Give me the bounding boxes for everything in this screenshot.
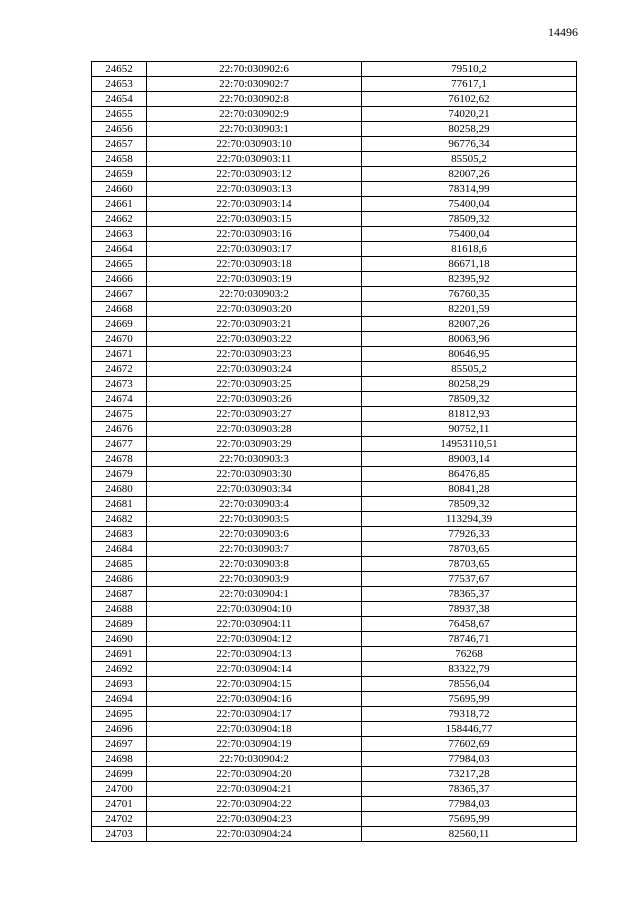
cadastral-number-cell: 22:70:030903:6 <box>147 527 362 542</box>
cadastral-number-cell: 22:70:030904:15 <box>147 677 362 692</box>
value-cell: 78509,32 <box>362 497 577 512</box>
value-cell: 77537,67 <box>362 572 577 587</box>
table-row <box>92 122 577 137</box>
table-row <box>92 317 577 332</box>
row-number-cell: 24654 <box>92 92 147 107</box>
table-row <box>92 512 577 527</box>
value-cell: 78937,38 <box>362 602 577 617</box>
value-cell: 81812,93 <box>362 407 577 422</box>
value-cell: 158446,77 <box>362 722 577 737</box>
row-number-cell: 24656 <box>92 122 147 137</box>
row-number-cell: 24655 <box>92 107 147 122</box>
table-row <box>92 707 577 722</box>
cadastral-number-cell: 22:70:030903:5 <box>147 512 362 527</box>
table-row <box>92 362 577 377</box>
cadastral-number-cell: 22:70:030903:4 <box>147 497 362 512</box>
row-number-cell: 24686 <box>92 572 147 587</box>
value-cell: 82560,11 <box>362 827 577 842</box>
value-cell: 78703,65 <box>362 542 577 557</box>
value-cell: 73217,28 <box>362 767 577 782</box>
row-number-cell: 24696 <box>92 722 147 737</box>
table-row <box>92 332 577 347</box>
row-number-cell: 24671 <box>92 347 147 362</box>
value-cell: 85505,2 <box>362 152 577 167</box>
cadastral-number-cell: 22:70:030904:10 <box>147 602 362 617</box>
value-cell: 77602,69 <box>362 737 577 752</box>
row-number-cell: 24657 <box>92 137 147 152</box>
table-row <box>92 557 577 572</box>
row-number-cell: 24690 <box>92 632 147 647</box>
table-row <box>92 422 577 437</box>
value-cell: 78365,37 <box>362 782 577 797</box>
row-number-cell: 24679 <box>92 467 147 482</box>
row-number-cell: 24653 <box>92 77 147 92</box>
cadastral-number-cell: 22:70:030903:24 <box>147 362 362 377</box>
row-number-cell: 24692 <box>92 662 147 677</box>
cadastral-number-cell: 22:70:030903:16 <box>147 227 362 242</box>
cadastral-number-cell: 22:70:030903:13 <box>147 182 362 197</box>
value-cell: 77984,03 <box>362 797 577 812</box>
row-number-cell: 24658 <box>92 152 147 167</box>
cadastral-number-cell: 22:70:030904:19 <box>147 737 362 752</box>
table-row <box>92 302 577 317</box>
value-cell: 78746,71 <box>362 632 577 647</box>
value-cell: 82201,59 <box>362 302 577 317</box>
row-number-cell: 24687 <box>92 587 147 602</box>
cadastral-number-cell: 22:70:030904:23 <box>147 812 362 827</box>
table-row <box>92 587 577 602</box>
value-cell: 78314,99 <box>362 182 577 197</box>
cadastral-number-cell: 22:70:030904:14 <box>147 662 362 677</box>
value-cell: 78703,65 <box>362 557 577 572</box>
row-number-cell: 24664 <box>92 242 147 257</box>
cadastral-number-cell: 22:70:030904:12 <box>147 632 362 647</box>
row-number-cell: 24662 <box>92 212 147 227</box>
row-number-cell: 24693 <box>92 677 147 692</box>
value-cell: 78556,04 <box>362 677 577 692</box>
cadastral-number-cell: 22:70:030903:7 <box>147 542 362 557</box>
value-cell: 80063,96 <box>362 332 577 347</box>
value-cell: 90752,11 <box>362 422 577 437</box>
table-row <box>92 527 577 542</box>
row-number-cell: 24682 <box>92 512 147 527</box>
table-row <box>92 827 577 842</box>
cadastral-number-cell: 22:70:030903:19 <box>147 272 362 287</box>
table-row <box>92 377 577 392</box>
value-cell: 79510,2 <box>362 62 577 77</box>
cadastral-number-cell: 22:70:030903:3 <box>147 452 362 467</box>
cadastral-number-cell: 22:70:030904:18 <box>147 722 362 737</box>
table-row <box>92 62 577 77</box>
value-cell: 14953110,51 <box>362 437 577 452</box>
cadastral-number-cell: 22:70:030903:2 <box>147 287 362 302</box>
table-row <box>92 632 577 647</box>
table-row <box>92 257 577 272</box>
table-row <box>92 572 577 587</box>
cadastral-number-cell: 22:70:030903:14 <box>147 197 362 212</box>
value-cell: 89003,14 <box>362 452 577 467</box>
table-row <box>92 452 577 467</box>
table-row <box>92 167 577 182</box>
cadastral-number-cell: 22:70:030902:6 <box>147 62 362 77</box>
cadastral-number-cell: 22:70:030903:9 <box>147 572 362 587</box>
value-cell: 82395,92 <box>362 272 577 287</box>
cadastral-number-cell: 22:70:030903:1 <box>147 122 362 137</box>
cadastral-number-cell: 22:70:030904:13 <box>147 647 362 662</box>
value-cell: 79318,72 <box>362 707 577 722</box>
table-row <box>92 467 577 482</box>
row-number-cell: 24699 <box>92 767 147 782</box>
cadastral-number-cell: 22:70:030904:22 <box>147 797 362 812</box>
cadastral-number-cell: 22:70:030903:26 <box>147 392 362 407</box>
page-number: 14496 <box>548 25 578 39</box>
table-row <box>92 347 577 362</box>
table-row <box>92 77 577 92</box>
table-row <box>92 107 577 122</box>
row-number-cell: 24673 <box>92 377 147 392</box>
cadastral-number-cell: 22:70:030904:2 <box>147 752 362 767</box>
cadastral-number-cell: 22:70:030902:8 <box>147 92 362 107</box>
cadastral-number-cell: 22:70:030903:29 <box>147 437 362 452</box>
cadastral-number-cell: 22:70:030904:21 <box>147 782 362 797</box>
value-cell: 75695,99 <box>362 692 577 707</box>
row-number-cell: 24675 <box>92 407 147 422</box>
cadastral-number-cell: 22:70:030903:30 <box>147 467 362 482</box>
row-number-cell: 24694 <box>92 692 147 707</box>
value-cell: 80841,28 <box>362 482 577 497</box>
table-row <box>92 497 577 512</box>
table-row <box>92 647 577 662</box>
row-number-cell: 24689 <box>92 617 147 632</box>
table-row <box>92 242 577 257</box>
table-row <box>92 287 577 302</box>
table-row <box>92 782 577 797</box>
row-number-cell: 24695 <box>92 707 147 722</box>
row-number-cell: 24702 <box>92 812 147 827</box>
table-body <box>92 62 577 842</box>
value-cell: 76102,62 <box>362 92 577 107</box>
cadastral-number-cell: 22:70:030903:25 <box>147 377 362 392</box>
value-cell: 74020,21 <box>362 107 577 122</box>
table-row <box>92 767 577 782</box>
value-cell: 78509,32 <box>362 392 577 407</box>
row-number-cell: 24661 <box>92 197 147 212</box>
row-number-cell: 24660 <box>92 182 147 197</box>
cadastral-number-cell: 22:70:030903:27 <box>147 407 362 422</box>
table-row <box>92 407 577 422</box>
cadastral-number-cell: 22:70:030903:22 <box>147 332 362 347</box>
row-number-cell: 24691 <box>92 647 147 662</box>
row-number-cell: 24678 <box>92 452 147 467</box>
cadastral-number-cell: 22:70:030903:8 <box>147 557 362 572</box>
table-row <box>92 812 577 827</box>
table-row <box>92 737 577 752</box>
value-cell: 75400,04 <box>362 197 577 212</box>
table-row <box>92 182 577 197</box>
cadastral-value-table <box>91 61 577 842</box>
table-row <box>92 272 577 287</box>
table-row <box>92 437 577 452</box>
table-row <box>92 797 577 812</box>
value-cell: 76458,67 <box>362 617 577 632</box>
cadastral-number-cell: 22:70:030903:21 <box>147 317 362 332</box>
cadastral-number-cell: 22:70:030904:1 <box>147 587 362 602</box>
row-number-cell: 24697 <box>92 737 147 752</box>
row-number-cell: 24667 <box>92 287 147 302</box>
cadastral-number-cell: 22:70:030903:17 <box>147 242 362 257</box>
value-cell: 78365,37 <box>362 587 577 602</box>
value-cell: 86476,85 <box>362 467 577 482</box>
row-number-cell: 24666 <box>92 272 147 287</box>
table-row <box>92 482 577 497</box>
row-number-cell: 24672 <box>92 362 147 377</box>
table-row <box>92 722 577 737</box>
cadastral-number-cell: 22:70:030902:7 <box>147 77 362 92</box>
table-row <box>92 152 577 167</box>
table-row <box>92 212 577 227</box>
table-row <box>92 662 577 677</box>
row-number-cell: 24680 <box>92 482 147 497</box>
row-number-cell: 24700 <box>92 782 147 797</box>
row-number-cell: 24684 <box>92 542 147 557</box>
cadastral-number-cell: 22:70:030903:10 <box>147 137 362 152</box>
value-cell: 76760,35 <box>362 287 577 302</box>
value-cell: 113294,39 <box>362 512 577 527</box>
row-number-cell: 24701 <box>92 797 147 812</box>
row-number-cell: 24677 <box>92 437 147 452</box>
cadastral-number-cell: 22:70:030903:23 <box>147 347 362 362</box>
cadastral-number-cell: 22:70:030904:16 <box>147 692 362 707</box>
row-number-cell: 24681 <box>92 497 147 512</box>
row-number-cell: 24659 <box>92 167 147 182</box>
table-row <box>92 677 577 692</box>
table-row <box>92 137 577 152</box>
value-cell: 96776,34 <box>362 137 577 152</box>
cadastral-number-cell: 22:70:030903:20 <box>147 302 362 317</box>
table-row <box>92 542 577 557</box>
row-number-cell: 24688 <box>92 602 147 617</box>
row-number-cell: 24668 <box>92 302 147 317</box>
value-cell: 77984,03 <box>362 752 577 767</box>
value-cell: 83322,79 <box>362 662 577 677</box>
table-row <box>92 227 577 242</box>
cadastral-number-cell: 22:70:030904:17 <box>147 707 362 722</box>
row-number-cell: 24683 <box>92 527 147 542</box>
row-number-cell: 24669 <box>92 317 147 332</box>
row-number-cell: 24685 <box>92 557 147 572</box>
cadastral-number-cell: 22:70:030904:11 <box>147 617 362 632</box>
value-cell: 82007,26 <box>362 317 577 332</box>
row-number-cell: 24676 <box>92 422 147 437</box>
cadastral-number-cell: 22:70:030904:20 <box>147 767 362 782</box>
cadastral-number-cell: 22:70:030903:12 <box>147 167 362 182</box>
value-cell: 85505,2 <box>362 362 577 377</box>
value-cell: 80258,29 <box>362 377 577 392</box>
value-cell: 77617,1 <box>362 77 577 92</box>
table-row <box>92 617 577 632</box>
table-row <box>92 602 577 617</box>
value-cell: 82007,26 <box>362 167 577 182</box>
cadastral-number-cell: 22:70:030902:9 <box>147 107 362 122</box>
table-row <box>92 197 577 212</box>
cadastral-number-cell: 22:70:030903:15 <box>147 212 362 227</box>
value-cell: 76268 <box>362 647 577 662</box>
value-cell: 78509,32 <box>362 212 577 227</box>
value-cell: 75400,04 <box>362 227 577 242</box>
cadastral-number-cell: 22:70:030903:18 <box>147 257 362 272</box>
row-number-cell: 24698 <box>92 752 147 767</box>
value-cell: 80258,29 <box>362 122 577 137</box>
row-number-cell: 24663 <box>92 227 147 242</box>
table-row <box>92 92 577 107</box>
cadastral-number-cell: 22:70:030903:28 <box>147 422 362 437</box>
table-row <box>92 392 577 407</box>
cadastral-number-cell: 22:70:030903:34 <box>147 482 362 497</box>
row-number-cell: 24670 <box>92 332 147 347</box>
table-row <box>92 692 577 707</box>
value-cell: 77926,33 <box>362 527 577 542</box>
cadastral-number-cell: 22:70:030904:24 <box>147 827 362 842</box>
value-cell: 86671,18 <box>362 257 577 272</box>
row-number-cell: 24665 <box>92 257 147 272</box>
value-cell: 81618,6 <box>362 242 577 257</box>
value-cell: 75695,99 <box>362 812 577 827</box>
row-number-cell: 24652 <box>92 62 147 77</box>
row-number-cell: 24703 <box>92 827 147 842</box>
value-cell: 80646,95 <box>362 347 577 362</box>
cadastral-number-cell: 22:70:030903:11 <box>147 152 362 167</box>
row-number-cell: 24674 <box>92 392 147 407</box>
table-row <box>92 752 577 767</box>
